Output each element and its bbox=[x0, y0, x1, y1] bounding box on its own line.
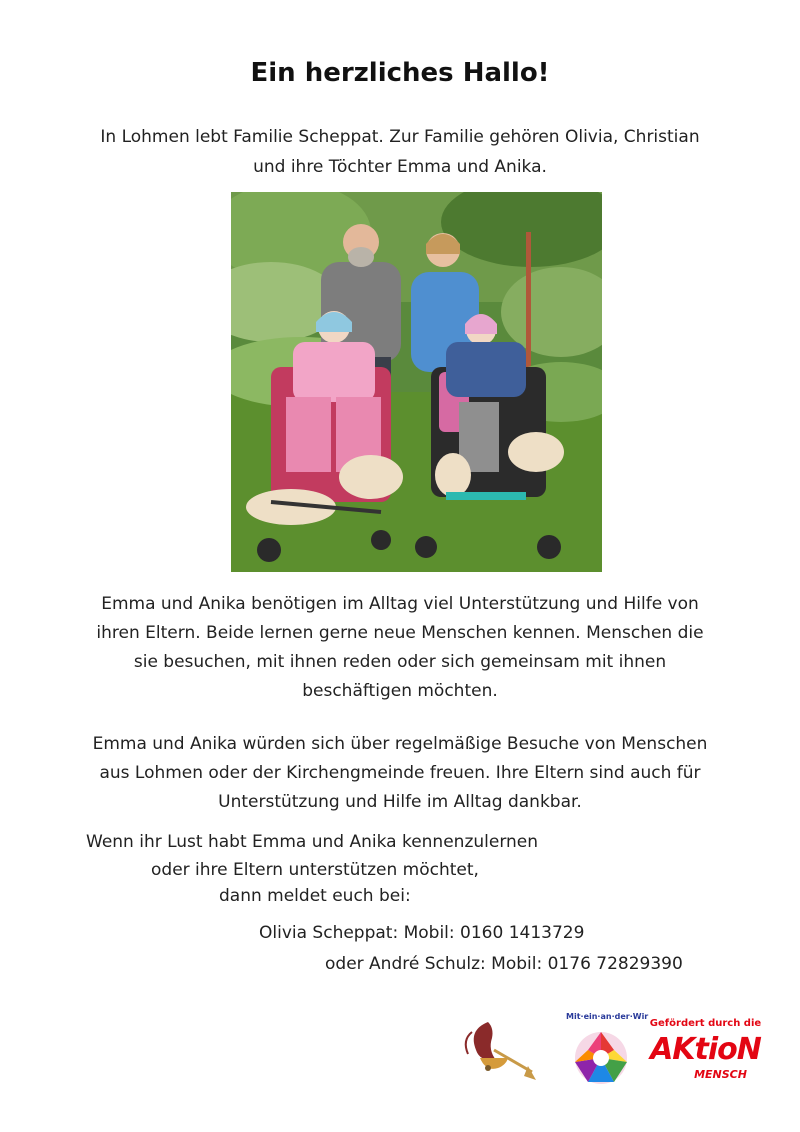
text-line: Emma und Anika benötigen im Alltag viel Unterstützung und Hilfe von bbox=[101, 594, 699, 614]
family-photo bbox=[231, 192, 602, 572]
text-line: sie besuchen, mit ihnen reden oder sich gemeinsam mit ihnen bbox=[133, 652, 667, 672]
contact-olivia: Olivia Scheppat: Mobil: 0160 1413729 bbox=[259, 923, 585, 943]
family-photo-image bbox=[231, 192, 602, 572]
intro-line: und ihre Töchter Emma und Anika. bbox=[253, 157, 547, 177]
funding-note: Gefördert durch die bbox=[649, 1018, 762, 1029]
text-line: Emma und Anika würden sich über regelmäßige Besuche von Menschen bbox=[92, 734, 708, 754]
aktion-wordmark: AKtioN bbox=[650, 1032, 761, 1067]
visits-paragraph bbox=[60, 730, 740, 817]
miteinander-logo bbox=[566, 1010, 649, 1092]
contact-intro-line: dann meldet euch bei: bbox=[219, 886, 411, 906]
contact-andre: oder André Schulz: Mobil: 0176 72829390 bbox=[325, 954, 683, 974]
angel-trumpet-logo bbox=[458, 1010, 538, 1090]
text-line: Unterstützung und Hilfe im Alltag dankbar. bbox=[218, 792, 582, 812]
mensch-wordmark: MENSCH bbox=[694, 1068, 747, 1081]
intro-line: In Lohmen lebt Familie Scheppat. Zur Familie gehören Olivia, Christian bbox=[100, 127, 700, 147]
contact-intro-line: Wenn ihr Lust habt Emma und Anika kennenzulernen bbox=[86, 832, 539, 852]
text-line: ihren Eltern. Beide lernen gerne neue Menschen kennen. Menschen die bbox=[96, 623, 704, 643]
angel-trumpet-icon bbox=[458, 1010, 538, 1090]
intro-paragraph bbox=[60, 122, 740, 182]
contact-intro-line: oder ihre Eltern unterstützen möchtet, bbox=[151, 860, 479, 880]
text-line: aus Lohmen oder der Kirchengmeinde freuen. Ihre Eltern sind auch für bbox=[99, 763, 701, 783]
miteinander-logo-text: Mit·ein·an·der·Wir bbox=[566, 1012, 649, 1021]
page-title: Ein herzliches Hallo! bbox=[250, 58, 550, 88]
aktion-mensch-logo bbox=[648, 1018, 763, 1084]
support-paragraph bbox=[60, 590, 740, 706]
text-line: beschäftigen möchten. bbox=[302, 681, 498, 701]
hands-circle-icon bbox=[566, 1010, 649, 1092]
